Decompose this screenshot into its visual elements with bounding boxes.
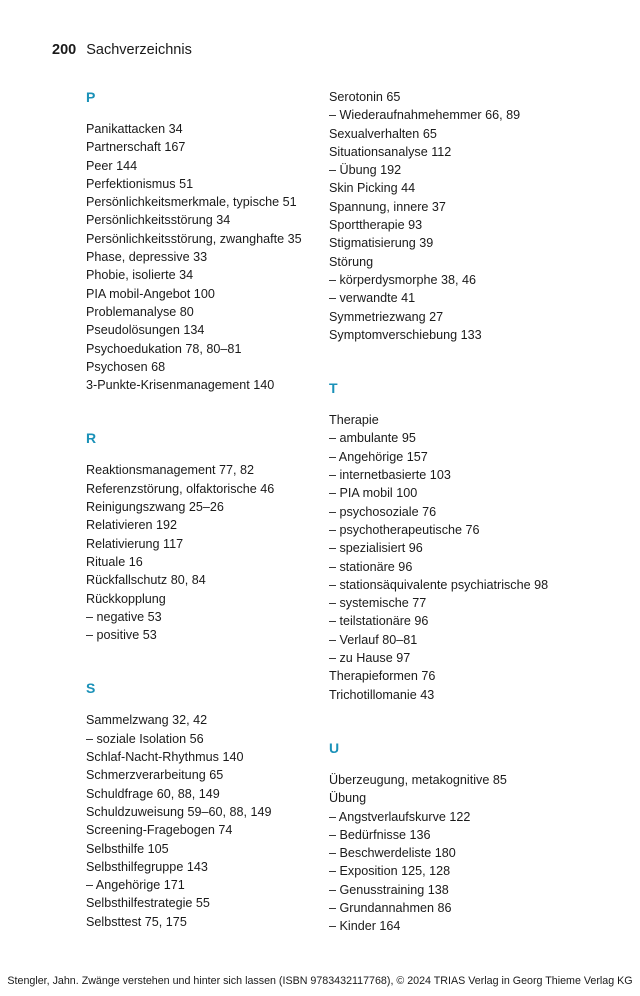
index-column-right: [329, 88, 599, 971]
index-entry: – Genusstraining 138: [329, 882, 449, 897]
index-section: [86, 429, 356, 644]
index-entry: – zu Hause 97: [329, 651, 411, 666]
index-entry: Partnerschaft 167: [86, 140, 186, 155]
index-entry: Pseudolösungen 134: [86, 323, 205, 338]
index-entry: – negative 53: [86, 609, 162, 624]
index-entry: Spannung, innere 37: [329, 199, 446, 214]
index-entry: – Übung 192: [329, 163, 402, 178]
index-entry: – psychotherapeutische 76: [329, 522, 480, 537]
index-entry: Reinigungszwang 25–26: [86, 500, 224, 515]
index-section: [329, 379, 599, 704]
index-entry: Selbsttest 75, 175: [86, 914, 187, 929]
index-entry: Therapieformen 76: [329, 669, 436, 684]
index-entry: Referenzstörung, olfaktorische 46: [86, 481, 275, 496]
page-number: 200: [52, 42, 77, 58]
section-letter: P: [86, 89, 96, 105]
index-entry: Reaktionsmanagement 77, 82: [86, 463, 255, 478]
index-entry: Persönlichkeitsmerkmale, typische 51: [86, 195, 297, 210]
index-entry: Sporttherapie 93: [329, 218, 423, 233]
index-entry: – Exposition 125, 128: [329, 864, 451, 879]
index-entry: – verwandte 41: [329, 291, 416, 306]
index-column-left: [86, 88, 356, 966]
index-entry: – psychosoziale 76: [329, 504, 437, 519]
index-entry: Relativieren 192: [86, 518, 178, 533]
index-entry: – Wiederaufnahmehemmer 66, 89: [329, 108, 521, 123]
index-entry: – Grundannahmen 86: [329, 900, 452, 915]
index-entry: – stationsäquivalente psychiatrische 98: [329, 577, 549, 592]
index-entry: Schmerzverarbeitung 65: [86, 768, 224, 783]
index-section: [329, 88, 599, 344]
index-section: [86, 679, 356, 931]
index-entry: PIA mobil-Angebot 100: [86, 286, 215, 301]
index-entry: Rückfallschutz 80, 84: [86, 573, 206, 588]
index-entry: – Kinder 164: [329, 919, 401, 934]
index-entry: Persönlichkeitsstörung 34: [86, 213, 231, 228]
index-entry: 3-Punkte-Krisenmanagement 140: [86, 378, 275, 393]
index-entry: Selbsthilfestrategie 55: [86, 896, 210, 911]
section-letter: S: [86, 680, 96, 697]
index-entry: – spezialisiert 96: [329, 541, 423, 556]
index-entry: Selbsthilfegruppe 143: [86, 859, 208, 874]
index-entry: Trichotillomanie 43: [329, 687, 435, 702]
index-entry: Symptomverschiebung 133: [329, 327, 482, 342]
index-entry: Relativierung 117: [86, 536, 184, 551]
index-entry: Störung: [329, 254, 374, 269]
index-entry: Persönlichkeitsstörung, zwanghafte 35: [86, 231, 302, 246]
index-entry: Selbsthilfe 105: [86, 841, 169, 856]
index-entry: – internetbasierte 103: [329, 468, 451, 483]
index-entry: Skin Picking 44: [329, 181, 416, 196]
index-entry: Psychoedukation 78, 80–81: [86, 341, 242, 356]
index-entry: Sexualverhalten 65: [329, 126, 437, 141]
index-entry: Überzeugung, metakognitive 85: [329, 772, 507, 787]
index-entry: – systemische 77: [329, 596, 427, 611]
index-entry: – PIA mobil 100: [329, 486, 418, 501]
section-letter: U: [329, 739, 340, 756]
index-entry: Therapie: [329, 413, 379, 428]
index-entry: – soziale Isolation 56: [86, 731, 204, 746]
index-entry: Schuldzuweisung 59–60, 88, 149: [86, 804, 272, 819]
index-entry: – Angehörige 157: [329, 449, 428, 464]
index-entry: – positive 53: [86, 628, 157, 643]
index-entry: – Angstverlaufskurve 122: [329, 809, 471, 824]
index-entry: Rituale 16: [86, 554, 143, 569]
index-entry: – ambulante 95: [329, 431, 416, 446]
section-letter: R: [86, 430, 97, 447]
index-entry: – teilstationäre 96: [329, 614, 429, 629]
index-section: [86, 88, 356, 394]
index-entry: – körperdysmorphe 38, 46: [329, 272, 477, 287]
index-entry: Situationsanalyse 112: [329, 144, 452, 159]
copyright-footer: Stengler, Jahn. Zwänge verstehen und hinter sich lassen (ISBN 9783432117768), © 2024 TRIAS Verlag in Georg Thieme Verlag KG: [7, 975, 633, 987]
index-entry: Rückkopplung: [86, 591, 166, 606]
index-entry: Schlaf-Nacht-Rhythmus 140: [86, 750, 244, 765]
index-entry: Symmetriezwang 27: [329, 309, 444, 324]
index-entry: Peer 144: [86, 158, 138, 173]
index-entry: Serotonin 65: [329, 90, 401, 104]
index-entry: – stationäre 96: [329, 559, 413, 574]
index-entry: – Angehörige 171: [86, 878, 185, 893]
index-entry: – Beschwerdeliste 180: [329, 846, 456, 861]
index-entry: – Bedürfnisse 136: [329, 827, 431, 842]
index-entry: Problemanalyse 80: [86, 304, 194, 319]
index-entry: Psychosen 68: [86, 359, 166, 374]
page-header: [52, 42, 192, 58]
section-letter: T: [329, 380, 338, 397]
page-title: Sachverzeichnis: [86, 42, 192, 58]
index-entry: Screening-Fragebogen 74: [86, 823, 233, 838]
index-entry: Phase, depressive 33: [86, 250, 208, 265]
index-entry: Panikattacken 34: [86, 122, 183, 136]
index-section: [329, 739, 599, 936]
index-entry: Schuldfrage 60, 88, 149: [86, 786, 220, 801]
index-entry: Perfektionismus 51: [86, 176, 194, 191]
index-entry: Sammelzwang 32, 42: [86, 713, 208, 728]
index-entry: Phobie, isolierte 34: [86, 268, 194, 283]
index-entry: Stigmatisierung 39: [329, 236, 434, 251]
index-entry: – Verlauf 80–81: [329, 632, 418, 647]
index-entry: Übung: [329, 791, 367, 806]
